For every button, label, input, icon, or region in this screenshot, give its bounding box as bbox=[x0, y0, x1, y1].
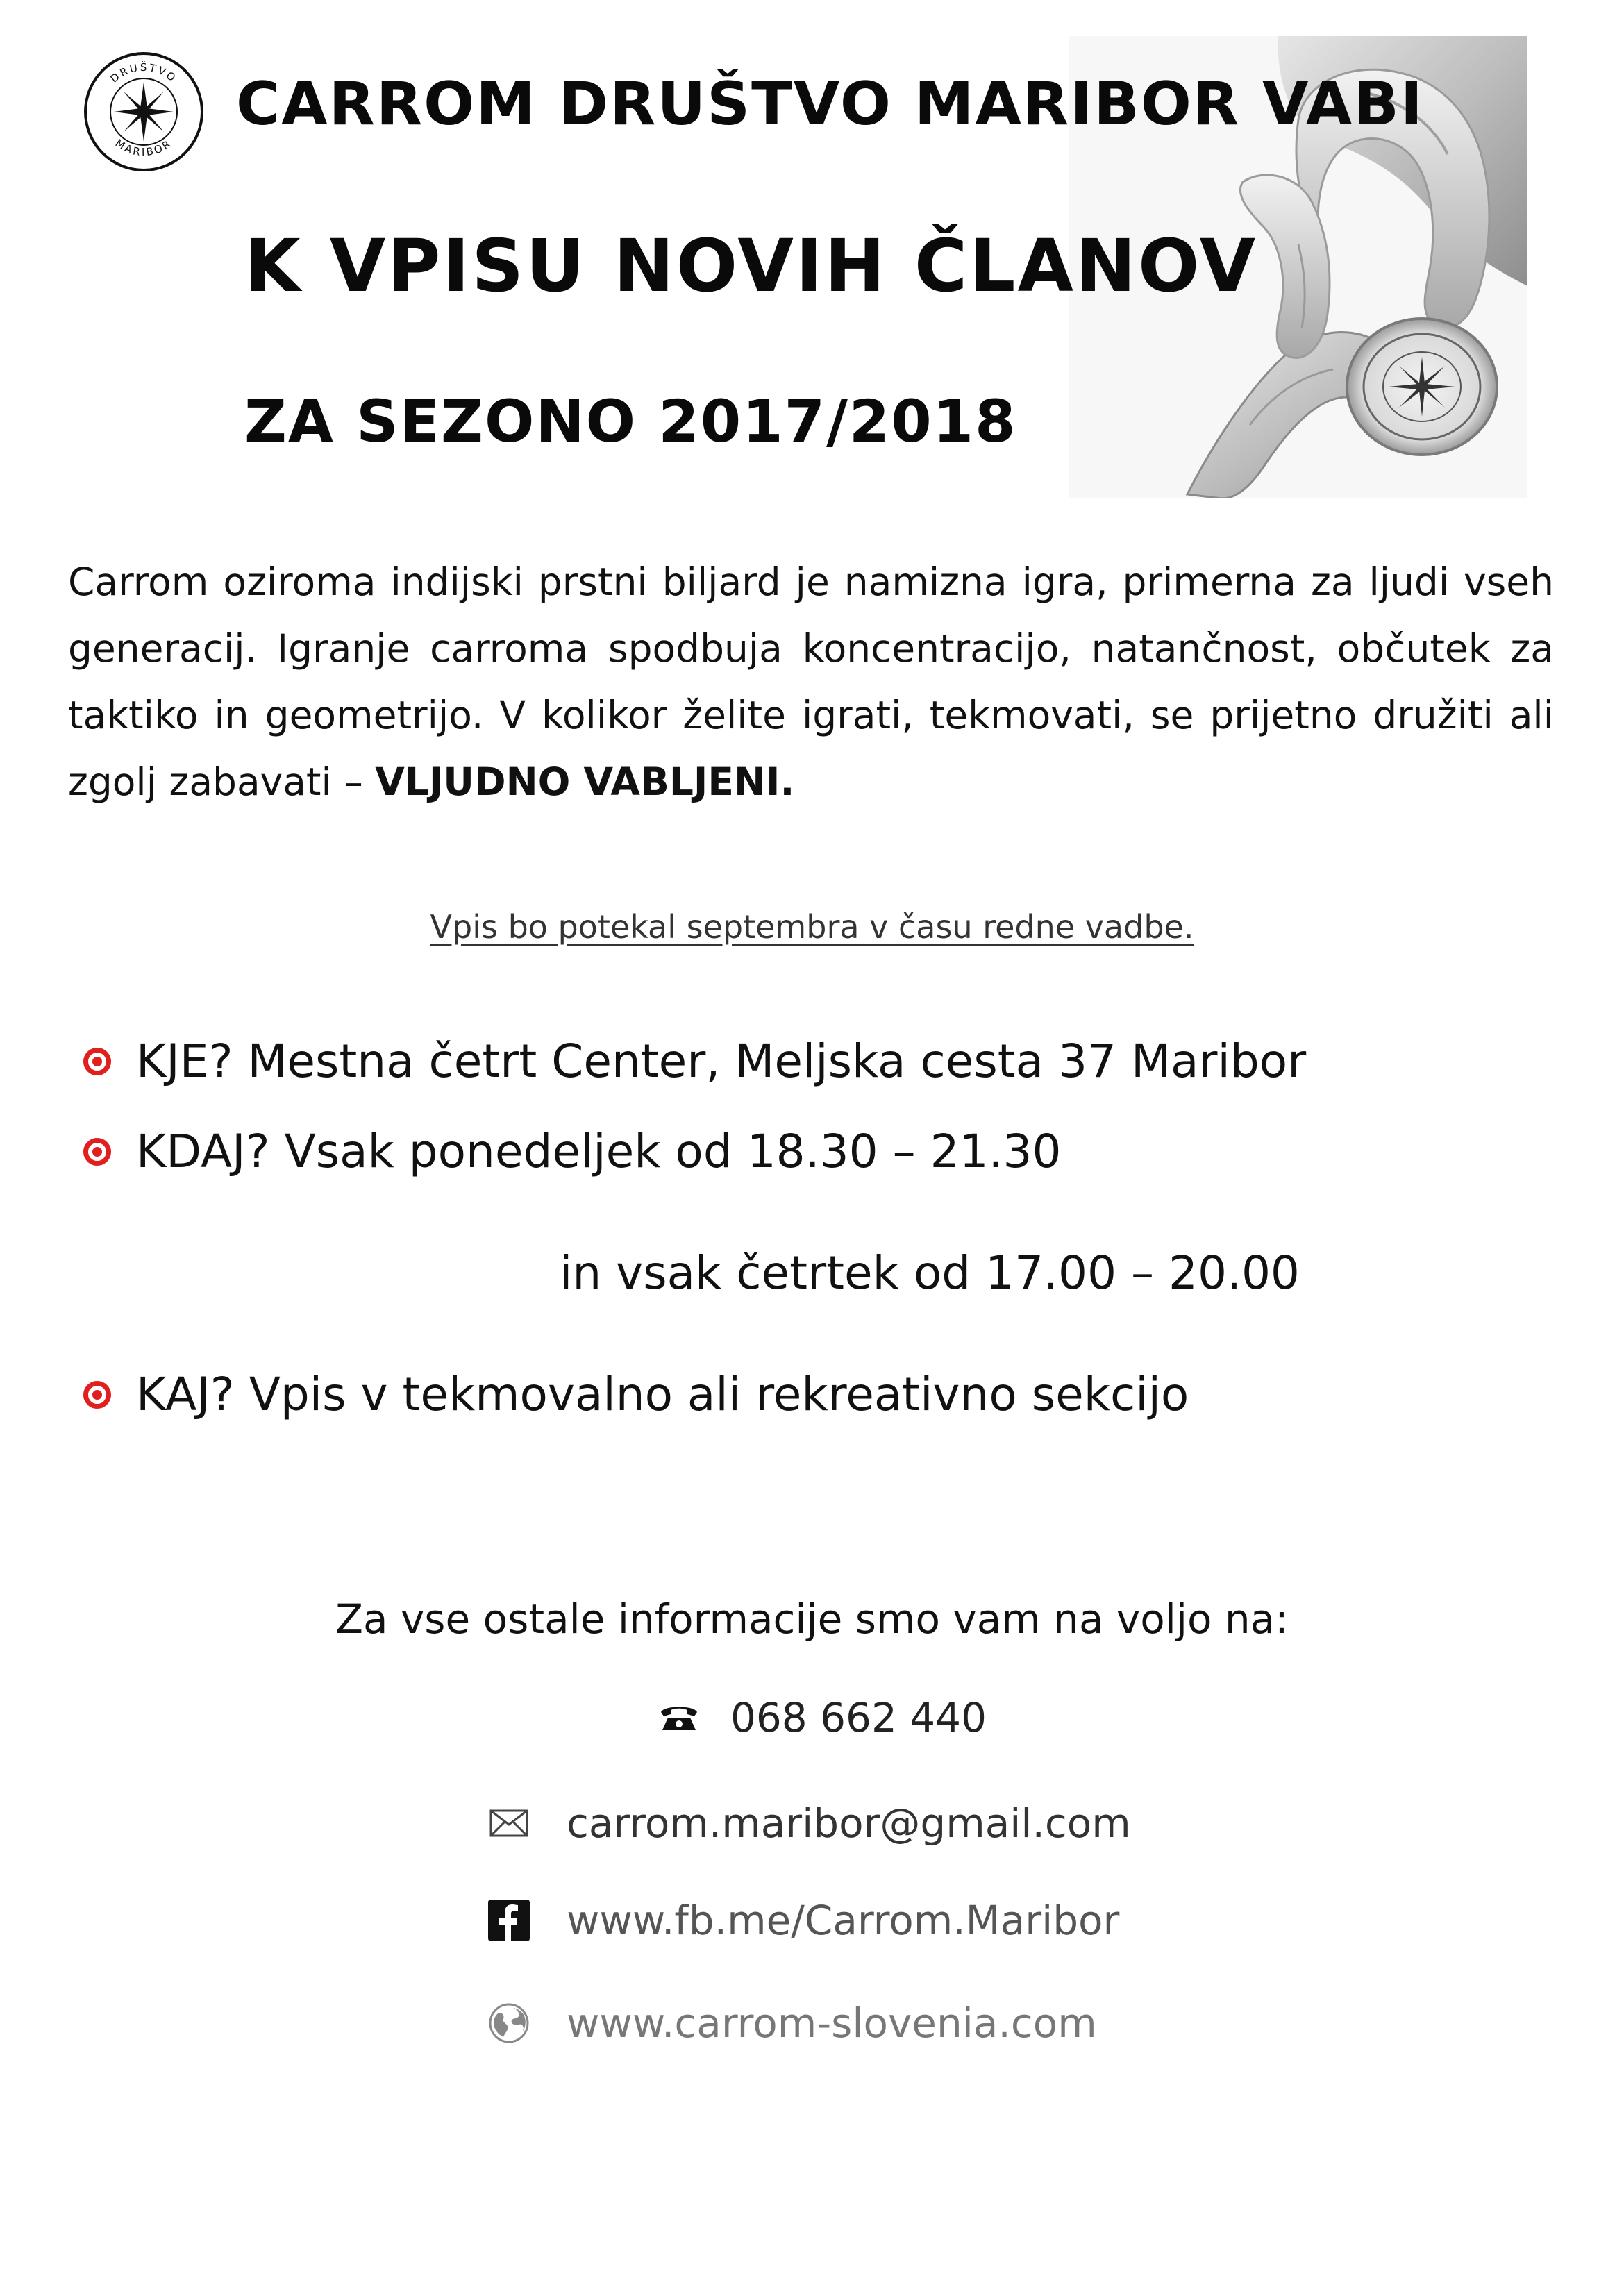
radio-bullet-icon bbox=[83, 1138, 111, 1166]
phone-number[interactable]: 068 662 440 bbox=[730, 1694, 987, 1741]
club-logo-icon bbox=[82, 50, 206, 174]
contact-facebook bbox=[486, 1897, 1119, 1944]
when-extra-text: in vsak četrtek od 17.00 – 20.00 bbox=[560, 1246, 1300, 1300]
intro-paragraph bbox=[68, 548, 1554, 815]
contact-phone bbox=[660, 1694, 987, 1741]
list-item-where bbox=[83, 1034, 1306, 1088]
telephone-icon bbox=[660, 1695, 698, 1741]
intro-text: Carrom oziroma indijski prstni biljard je namizna igra, primerna za ljudi vseh generacij. Igranje carroma spodbuja koncentracijo, natančnost, občutek za taktiko in geometrijo. V kolikor želite igrati, tekmovati, se prijetno družiti ali zgolj zabavati – bbox=[68, 560, 1554, 804]
envelope-icon bbox=[486, 1800, 532, 1846]
list-item-what bbox=[83, 1368, 1189, 1421]
radio-bullet-icon bbox=[83, 1048, 111, 1075]
title-season: ZA SEZONO 2017/2018 bbox=[244, 387, 1017, 455]
title-new-members: K VPISU NOVIH ČLANOV bbox=[244, 224, 1258, 308]
title-club-invites: CARROM DRUŠTVO MARIBOR VABI bbox=[236, 69, 1424, 139]
facebook-icon bbox=[486, 1897, 532, 1943]
intro-emphasis: VLJUDNO VABLJENI. bbox=[375, 760, 795, 804]
enrollment-note: Vpis bo potekal septembra v času redne vadbe. bbox=[430, 908, 1194, 946]
contact-email bbox=[486, 1800, 1131, 1847]
list-item-when bbox=[83, 1125, 1062, 1178]
contact-heading: Za vse ostale informacije smo vam na voljo na: bbox=[335, 1595, 1289, 1643]
carrom-coin-icon bbox=[1347, 319, 1497, 455]
when-text: KDAJ? Vsak ponedeljek od 18.30 – 21.30 bbox=[136, 1125, 1062, 1178]
contact-website bbox=[486, 2000, 1097, 2047]
website-link[interactable]: www.carrom-slovenia.com bbox=[567, 2000, 1097, 2047]
facebook-link[interactable]: www.fb.me/Carrom.Maribor bbox=[567, 1897, 1120, 1944]
where-text: KJE? Mestna četrt Center, Meljska cesta 37 Maribor bbox=[136, 1034, 1307, 1088]
what-text: KAJ? Vpis v tekmovalno ali rekreativno sekcijo bbox=[136, 1368, 1189, 1421]
email-link[interactable]: carrom.maribor@gmail.com bbox=[567, 1800, 1131, 1847]
radio-bullet-icon bbox=[83, 1381, 111, 1409]
globe-icon bbox=[486, 2000, 532, 2046]
svg-text:DRUŠTVO: DRUŠTVO bbox=[108, 60, 180, 85]
svg-text:MARIBOR: MARIBOR bbox=[112, 136, 175, 159]
